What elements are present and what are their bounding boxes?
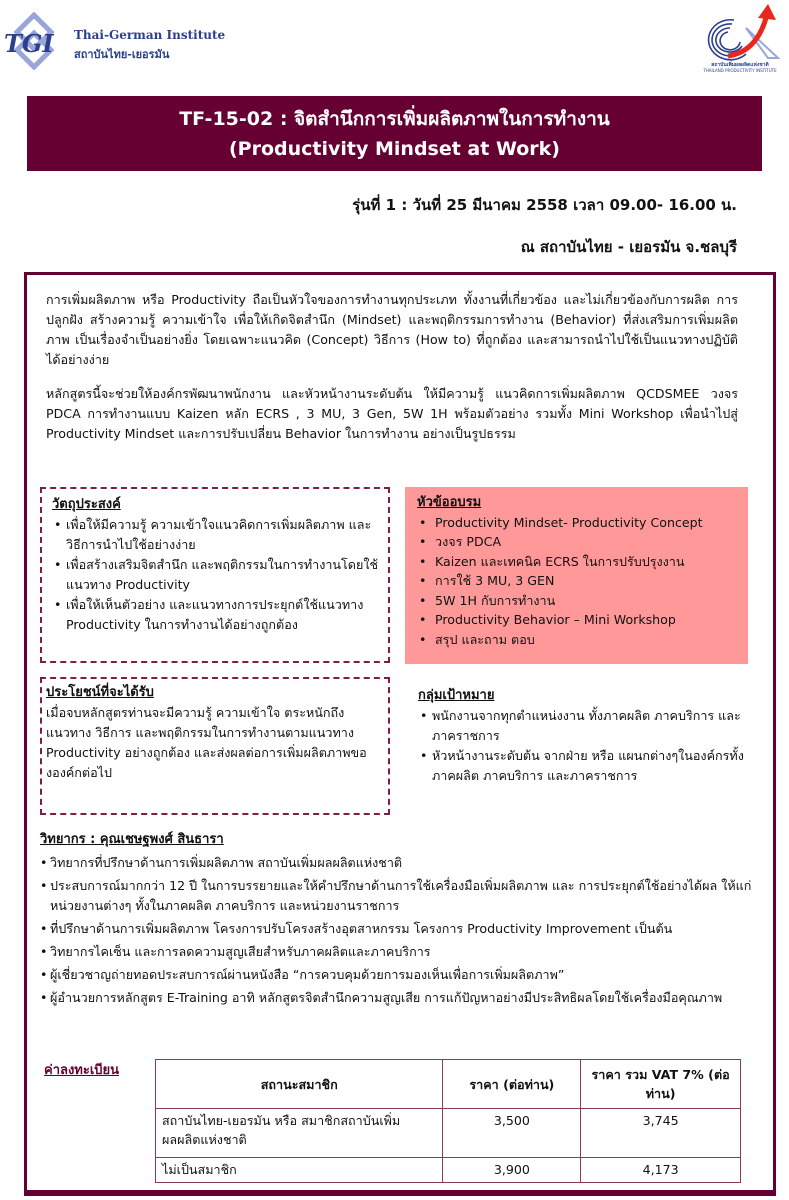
- list-item: • ผู้อำนวยการหลักสูตร E-Training อาทิ หลักสูตรจิตสำนึกความสูญเสีย การแก้ปัญหาอย่างมีประสิทธิผลโดยใช้เครื่องมือคุณภาพ: [40, 988, 760, 1008]
- tgi-mark-text: TGI: [4, 29, 54, 58]
- header-status: สถานะสมาชิก: [156, 1060, 443, 1109]
- table-row: [156, 1158, 741, 1183]
- objectives-heading: วัตถุประสงค์: [52, 497, 121, 512]
- table-row: [156, 1109, 741, 1158]
- table-header-row: [156, 1060, 741, 1109]
- list-item: • ประสบการณ์มากกว่า 12 ปี ในการบรรยายและให้คำปรึกษาด้านการใช้เครื่องมือเพิ่มผลิตภาพ และ การประยุกต์ใช้อย่างได้ผล ให้แก่หน่วยงานต่างๆ ทั้งในภาคผลิต ภาคบริการ และหน่วยงานราชการ: [40, 876, 760, 916]
- list-item: • ผู้เชี่ยวชาญถ่ายทอดประสบการณ์ผ่านหนังสือ “การควบคุมด้วยการมองเห็นเพื่อการเพิ่มผลิตภาพ”: [40, 965, 760, 985]
- benefits-text: เมื่อจบหลักสูตรท่านจะมีความรู้ ความเข้าใจ ตระหนักถึงแนวทาง วิธีการ และพฤติกรรมในการทำงานตามแนวทาง Productivity อย่างถูกต้อง และส่งผลต่อการเพิ่มผลิตภาพขององค์กต่อไป: [46, 705, 367, 780]
- fee-table: [155, 1059, 741, 1183]
- course-title: TF-15-02 : จิตสำนึกการเพิ่มผลิตภาพในการทำงาน: [179, 108, 610, 130]
- list-item: • วิทยากรที่ปรึกษาด้านการเพิ่มผลิตภาพ สถาบันเพิ่มผลผลิตแห่งชาติ: [40, 853, 760, 873]
- benefits-box: [40, 677, 390, 815]
- objectives-box: [40, 487, 390, 663]
- list-item: • วงจร PDCA: [417, 532, 740, 552]
- tpi-logo: [694, 4, 786, 74]
- tpi-arrow-icon: [694, 4, 786, 62]
- list-item: • Productivity Mindset- Productivity Concept: [417, 513, 740, 533]
- cell-price: 3,500: [443, 1109, 581, 1158]
- list-item: • สรุป และถาม ตอบ: [417, 630, 740, 650]
- intro-paragraph: การเพิ่มผลิตภาพ หรือ Productivity ถือเป็นหัวใจของการทำงานทุกประเภท ทั้งงานที่เกี่ยวข้อง และไม่เกี่ยวข้องกับการผลิต การปลูกฝัง สร้างความรู้ ความเข้าใจ เพื่อให้เกิดจิตสำนึก (Mindset) และพฤติกรรมการทำงาน (Behavior) ที่ส่งเสริมการเพิ่มผลิตภาพ เป็นเรื่องจำเป็นอย่างยิ่ง โดยเฉพาะแนวคิด (Concept) วิธีการ (How to) ที่ถูกต้อง และสามารถนำไปใช้เป็นแนวทางปฏิบัติได้อย่างง่าย: [46, 292, 738, 367]
- target-group-box: [418, 686, 763, 786]
- list-item: • Productivity Behavior – Mini Workshop: [417, 610, 740, 630]
- cell-status: ไม่เป็นสมาชิก: [156, 1158, 443, 1183]
- session-date: รุ่นที่ 1 : วันที่ 25 มีนาคม 2558 เวลา 09.00- 16.00 น.: [352, 196, 737, 214]
- list-item: • เพื่อให้มีความรู้ ความเข้าใจแนวคิดการเพิ่มผลิตภาพ และวิธีการนำไปใช้อย่างง่าย: [52, 515, 380, 555]
- list-item: • 5W 1H กับการทำงาน: [417, 591, 740, 611]
- list-item: • เพื่อให้เห็นตัวอย่าง และแนวทางการประยุกต์ใช้แนวทาง Productivity ในการทำงานได้อย่างถูกต้อง: [52, 595, 380, 635]
- tgi-name-th: สถาบันไทย-เยอรมัน: [74, 48, 170, 61]
- list-item: • การใช้ 3 MU, 3 GEN: [417, 571, 740, 591]
- intro-paragraph: หลักสูตรนี้จะช่วยให้องค์กรพัฒนาพนักงาน และหัวหน้างานระดับต้น ให้มีความรู้ แนวคิดการเพิ่มผลิตภาพ QCDSMEE วงจร PDCA การทำงานแบบ Kaizen หลัก ECRS , 3 MU, 3 Gen, 5W 1H พร้อมตัวอย่าง รวมทั้ง Mini Workshop เพื่อนำไปสู่ Productivity Mindset และการปรับเปลี่ยน Behavior ในการทำงาน อย่างเป็นรูปธรรม: [46, 386, 738, 441]
- cell-price-vat: 3,745: [581, 1109, 741, 1158]
- topics-box: [405, 487, 748, 664]
- list-item: • หัวหน้างานระดับต้น จากฝ่าย หรือ แผนกต่างๆในองค์กรทั้งภาคผลิต ภาคบริการ และภาคราชการ: [418, 746, 763, 786]
- tgi-diamond-icon: [2, 12, 66, 70]
- topics-heading: หัวข้ออบรม: [417, 495, 482, 510]
- venue: ณ สถาบันไทย - เยอรมัน จ.ชลบุรี: [520, 238, 737, 256]
- cell-price: 3,900: [443, 1158, 581, 1183]
- tgi-name-en: Thai-German Institute: [74, 28, 226, 42]
- list-item: • วิทยากรไคเซ็น และการลดความสูญเสียสำหรับภาคผลิตและภาคบริการ: [40, 942, 760, 962]
- objectives-list: [52, 515, 380, 635]
- cell-status: สถาบันไทย-เยอรมัน หรือ สมาชิกสถาบันเพิ่มผลผลิตแห่งชาติ: [156, 1109, 443, 1158]
- topics-list: [417, 513, 740, 650]
- list-item: • Kaizen และเทคนิค ECRS ในการปรับปรุงงาน: [417, 552, 740, 572]
- title-band: [27, 96, 762, 171]
- speaker-section: [40, 830, 760, 1011]
- speaker-list: [40, 853, 760, 1008]
- header-price-vat: ราคา รวม VAT 7% (ต่อท่าน): [581, 1060, 741, 1109]
- list-item: • เพื่อสร้างเสริมจิตสำนึก และพฤติกรรมในการทำงานโดยใช้แนวทาง Productivity: [52, 555, 380, 595]
- target-heading: กลุ่มเป้าหมาย: [418, 688, 495, 703]
- tpi-caption-en: THAILAND PRODUCTIVITY INSTITUTE: [703, 68, 777, 73]
- list-item: • พนักงานจากทุกตำแหน่งงาน ทั้งภาคผลิต ภาคบริการ และภาคราชการ: [418, 706, 763, 746]
- speaker-heading: วิทยากร : คุณเชษฐพงศ์ สินธารา: [40, 832, 224, 847]
- tgi-logo: [2, 12, 226, 70]
- tpi-caption-th: สถาบันเพิ่มผลผลิตแห่งชาติ: [711, 62, 769, 68]
- course-subtitle: (Productivity Mindset at Work): [229, 138, 560, 160]
- header-price: ราคา (ต่อท่าน): [443, 1060, 581, 1109]
- benefits-heading: ประโยชน์ที่จะได้รับ: [46, 685, 154, 700]
- target-list: [418, 706, 763, 786]
- fee-label: ค่าลงทะเบียน: [44, 1063, 120, 1078]
- cell-price-vat: 4,173: [581, 1158, 741, 1183]
- list-item: • ที่ปรึกษาด้านการเพิ่มผลิตภาพ โครงการปรับโครงสร้างอุตสาหกรรม โครงการ Productivity Improvement เป็นต้น: [40, 919, 760, 939]
